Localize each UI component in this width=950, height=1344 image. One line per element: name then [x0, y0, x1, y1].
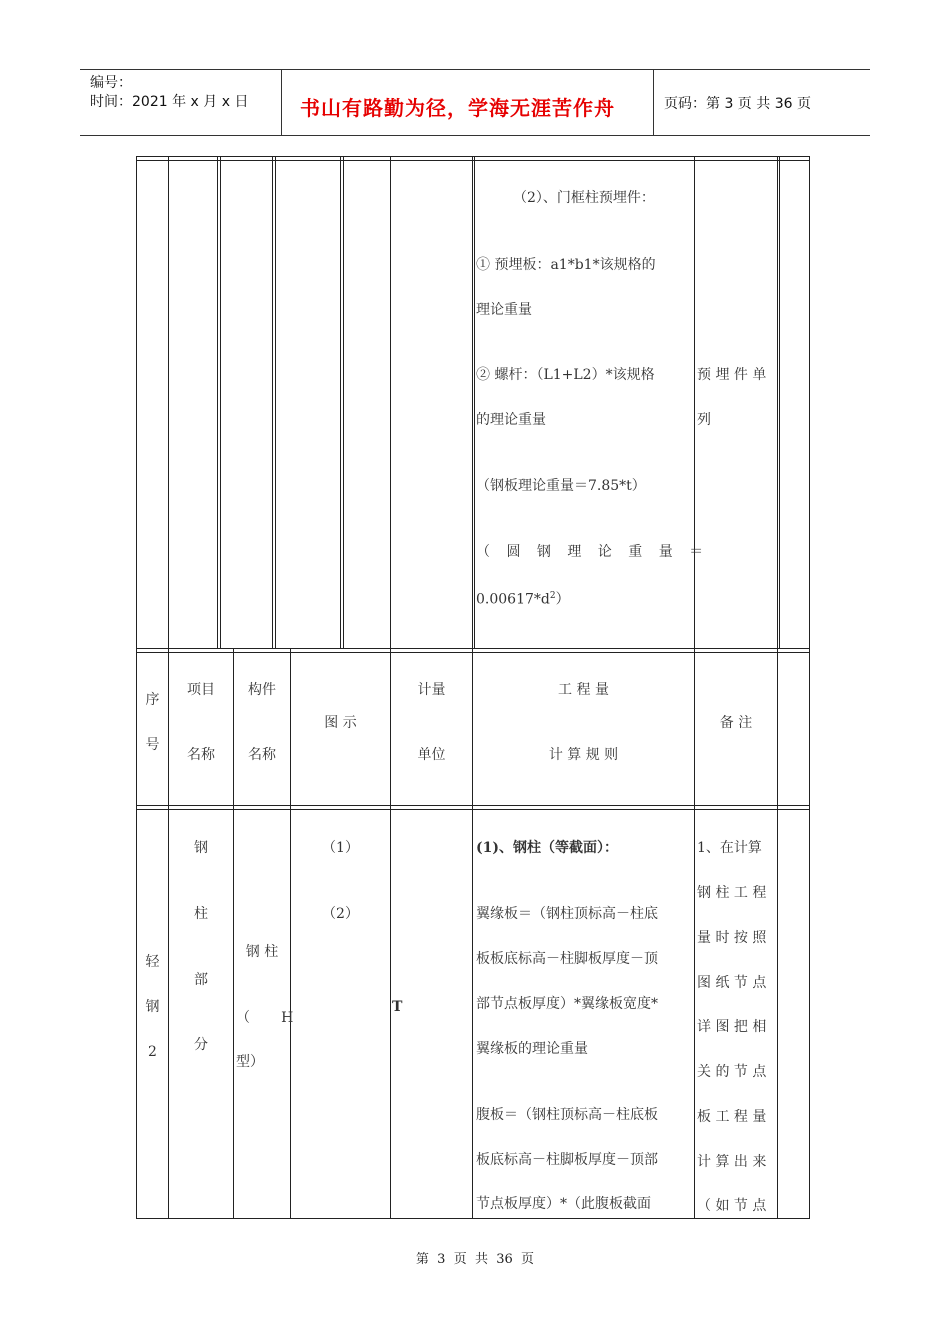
- upper-rule-line-3: 理论重量: [476, 302, 532, 318]
- row-remark-line-2: 钢 柱 工 程: [697, 885, 767, 901]
- row-seq-3: 2: [148, 1044, 157, 1060]
- header-code-label: 编号：: [90, 75, 132, 91]
- upper-rule-line-7: （ 圆 钢 理 论 重 量 ＝: [476, 544, 710, 560]
- th-unit-2: 单位: [417, 747, 446, 763]
- row-item-3: 部: [194, 972, 208, 988]
- footer-page-number: 第 3 页 共 36 页: [415, 1252, 535, 1267]
- th-seq-2: 号: [145, 737, 160, 753]
- row-rule-title: (1)、钢柱（等截面）：: [476, 840, 618, 856]
- row-part-3: 型）: [236, 1054, 264, 1070]
- row-remark-line-4: 图 纸 节 点: [697, 975, 767, 991]
- upper-rule-line-6: （钢板理论重量＝7.85*t）: [476, 478, 646, 494]
- upper-rule-line-8: [476, 586, 570, 610]
- row-rule-line-3: 部节点板厚度）*翼缘板宽度*: [476, 996, 658, 1012]
- upper-col-divider-c1: [340, 156, 341, 648]
- upper-rule-line-4: ② 螺杆：（L1+L2）*该规格: [476, 367, 655, 383]
- row-remark-line-5: 详 图 把 相: [697, 1019, 767, 1035]
- row-item-1: 钢: [194, 840, 208, 856]
- row-remark-line-8: 计 算 出 来: [697, 1154, 767, 1170]
- upper-remark-line-1: 预 埋 件 单: [697, 367, 767, 383]
- header-page-info: 页码：第 3 页 共 36 页: [664, 96, 811, 112]
- upper-remark-line-2: 列: [697, 412, 711, 428]
- table-bottom-border: [136, 1218, 810, 1219]
- row-unit: T: [392, 999, 403, 1015]
- th-part-1: 构件: [248, 682, 276, 698]
- th-seq-1: 序: [145, 692, 160, 708]
- upper-col-divider-a1: [217, 156, 218, 648]
- row-figure-2: （2）: [322, 906, 359, 922]
- th-item-1: 项目: [187, 682, 215, 698]
- upper-rule-line-8-a: 0.00617*d: [476, 591, 550, 608]
- th-rule-1: 工 程 量: [558, 682, 609, 698]
- th-unit-1: 计量: [417, 682, 446, 698]
- row-remark-line-6: 关 的 节 点: [697, 1064, 767, 1080]
- th-part-2: 名称: [248, 747, 276, 763]
- upper-rule-line-2: ① 预埋板：a1*b1*该规格的: [476, 257, 656, 273]
- table-header-top-border: [136, 648, 810, 653]
- col-divider-remark-extra: [777, 156, 778, 1219]
- upper-col-divider-e: [779, 156, 780, 648]
- upper-rule-line-1: （2）、门框柱预埋件：: [513, 190, 655, 206]
- th-rule-2: 计 算 规 则: [548, 747, 619, 763]
- lower-col-divider-item: [233, 648, 234, 1219]
- upper-col-divider-a2: [220, 156, 221, 648]
- upper-rule-line-8-sup: 2: [549, 591, 556, 601]
- row-rule-line-1: 翼缘板＝（钢柱顶标高－柱底: [476, 906, 658, 922]
- header-divider-1: [281, 69, 282, 136]
- row-item-2: 柱: [194, 906, 208, 922]
- th-figure: 图 示: [324, 715, 357, 731]
- header-bottom-rule: [80, 135, 870, 136]
- table-header-bottom-border: [136, 805, 810, 810]
- lower-col-divider-part: [290, 648, 291, 1219]
- row-remark-line-7: 板 工 程 量: [697, 1109, 767, 1125]
- row-rule-line-6: 板底标高－柱脚板厚度－顶部: [476, 1152, 658, 1168]
- header-motto: 书山有路勤为径，学海无涯苦作舟: [300, 96, 615, 120]
- upper-col-divider-b1: [272, 156, 273, 648]
- row-remark-line-9: （ 如 节 点: [697, 1198, 767, 1214]
- row-part-2: （ H: [236, 1010, 294, 1026]
- table-top-border: [136, 156, 810, 161]
- row-remark-line-1: 1、在计算: [697, 840, 762, 856]
- upper-rule-line-8-b: ）: [555, 591, 570, 608]
- upper-col-divider-b2: [275, 156, 276, 648]
- upper-rule-line-5: 的理论重量: [476, 412, 546, 428]
- th-remark: 备 注: [719, 715, 753, 731]
- upper-col-divider-d: [474, 156, 475, 648]
- row-remark-line-3: 量 时 按 照: [697, 930, 767, 946]
- row-rule-line-5: 腹板＝（钢柱顶标高－柱底板: [476, 1107, 658, 1123]
- row-item-4: 分: [194, 1037, 208, 1053]
- col-divider-rule-remark: [694, 156, 695, 1219]
- th-item-2: 名称: [187, 747, 215, 763]
- row-seq-1: 轻: [145, 954, 160, 970]
- header-time-label: 时间：2021 年 x 月 x 日: [90, 94, 249, 110]
- row-part-1: 钢 柱: [245, 944, 279, 960]
- row-seq-2: 钢: [145, 999, 160, 1015]
- row-figure-1: （1）: [322, 840, 359, 856]
- header-divider-2: [653, 69, 654, 136]
- table-right-border: [809, 156, 810, 1219]
- row-rule-line-4: 翼缘板的理论重量: [476, 1041, 588, 1057]
- upper-col-divider-c2: [343, 156, 344, 648]
- header-top-rule: [80, 69, 870, 70]
- row-rule-line-7: 节点板厚度）*（此腹板截面: [476, 1196, 651, 1212]
- row-rule-line-2: 板板底标高－柱脚板厚度－顶: [476, 951, 658, 967]
